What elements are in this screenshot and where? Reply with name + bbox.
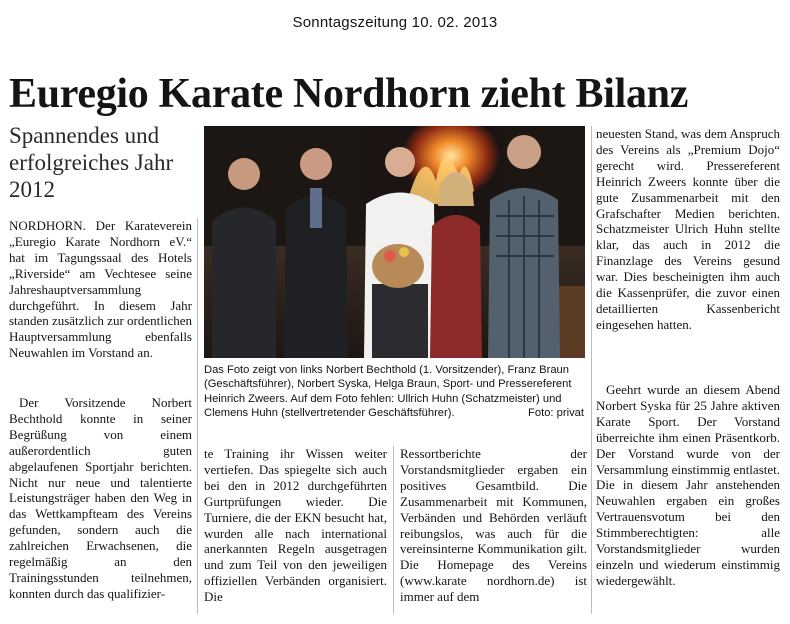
column-divider [197, 218, 198, 614]
article-subheadline: Spannendes und erfolgreiches Jahr 2012 [9, 123, 174, 202]
group-photo [204, 126, 585, 358]
article-column-4-bottom [596, 382, 780, 589]
paragraph-press: neuesten Stand, was dem Anspruch des Vereins als „Premium Dojo“ gerecht wird. Pressereferent Heinrich Zweers konnte über die gute Zusammenarbeit mit den Grafschafter Medien berichten. Schatzmeister Ulrich Huhn stellte klar, das auch in 2012 die Finanzlage des Vereins gesund war. Dies bescheinigten ihm auch die Kassenprüfer, die zuvor einen detaillierten Kassenbericht eingesehen hatten. [596, 126, 780, 332]
caption-text: Das Foto zeigt von links Norbert Bechthold (1. Vorsitzender), Franz Braun (Geschäftsführer), Norbert Syska, Helga Braun, Sport- und Pressereferent Heinrich Zweers. Auf dem Foto fehlen: Ullrich Huhn (Schatzmeister) und Clemens Huhn (stellvertretender Geschäftsführer). [204, 364, 572, 420]
column-divider [591, 126, 592, 614]
article-column-4-top [596, 126, 780, 333]
paragraph-training: te Training ihr Wissen weiter vertiefen. Das spiegelte sich auch bei den in 2012 durchgeführten Gurtprüfungen wieder. Die Turniere, die der EKN besucht hat, wurden alle nach international anerkannten Regeln ausgetragen und zum Teil von den jeweiligen offiziellen Verbänden organisiert. Die [204, 446, 387, 605]
paragraph-reports: Ressortberichte der Vorstandsmitglieder ergaben ein positives Gesamtbild. Die Zusammenarbeit mit Kommunen, Verbänden und Behörden verläuft reibungslos, was auch für die vereinsinterne Kommunikation gilt. Die Homepage des Vereins (www.karate nordhorn.de) ist immer auf dem [400, 446, 587, 605]
group-photo-image [204, 126, 585, 358]
article-column-1-bottom [9, 395, 192, 602]
article-column-3 [400, 446, 587, 605]
paragraph-intro: NORDHORN. Der Karateverein „Euregio Karate Nordhorn eV.“ hat im Tagungssaal des Hotels „Riverside“ am Vechtesee seine Jahreshauptversammlung durchgeführt. In diesem Jahr standen zusätzlich zur ordentlichen Hauptversammlung ebenfalls Neuwahlen im Vorstand an. [9, 218, 193, 361]
article-headline: Euregio Karate Nordhorn zieht Bilanz [9, 71, 689, 117]
paragraph-chairman: Der Vorsitzende Norbert Bechthold konnte in seiner Begrüßung von einem außerordentlich guten abgelaufenen Sportjahr berichten. Nicht nur neue und talentierte Leistungsträger haben den Weg in das Wettkampfteam des Vereins gefunden, sondern auch die zahlreichen Erwachsenen, die regelmäßig an den Trainingsstunden teilnehmen, konnten durch das qualifizier- [9, 395, 192, 601]
paragraph-honors: Geehrt wurde an diesem Abend Norbert Syska für 25 Jahre aktiven Karate Sport. Der Vorstand überreichte ihm einen Präsentkorb. Der Vorstand wurde von der Versammlung einstimmig entlastet. Die in diesem Jahr anstehenden Neuwahlen ergaben ein großes Vertrauensvotum bei den Stimmberechtigten: alle Vorstandsmitglieder wurden einzeln und wiederum einstimmig wiedergewählt. [596, 382, 780, 588]
photo-caption [204, 363, 584, 421]
newspaper-source-line: Sonntagszeitung 10. 02. 2013 [292, 14, 498, 31]
photo-credit: Foto: privat [528, 407, 584, 420]
article-column-1-top [9, 218, 192, 361]
article-column-2 [204, 446, 387, 605]
column-divider [393, 446, 394, 614]
